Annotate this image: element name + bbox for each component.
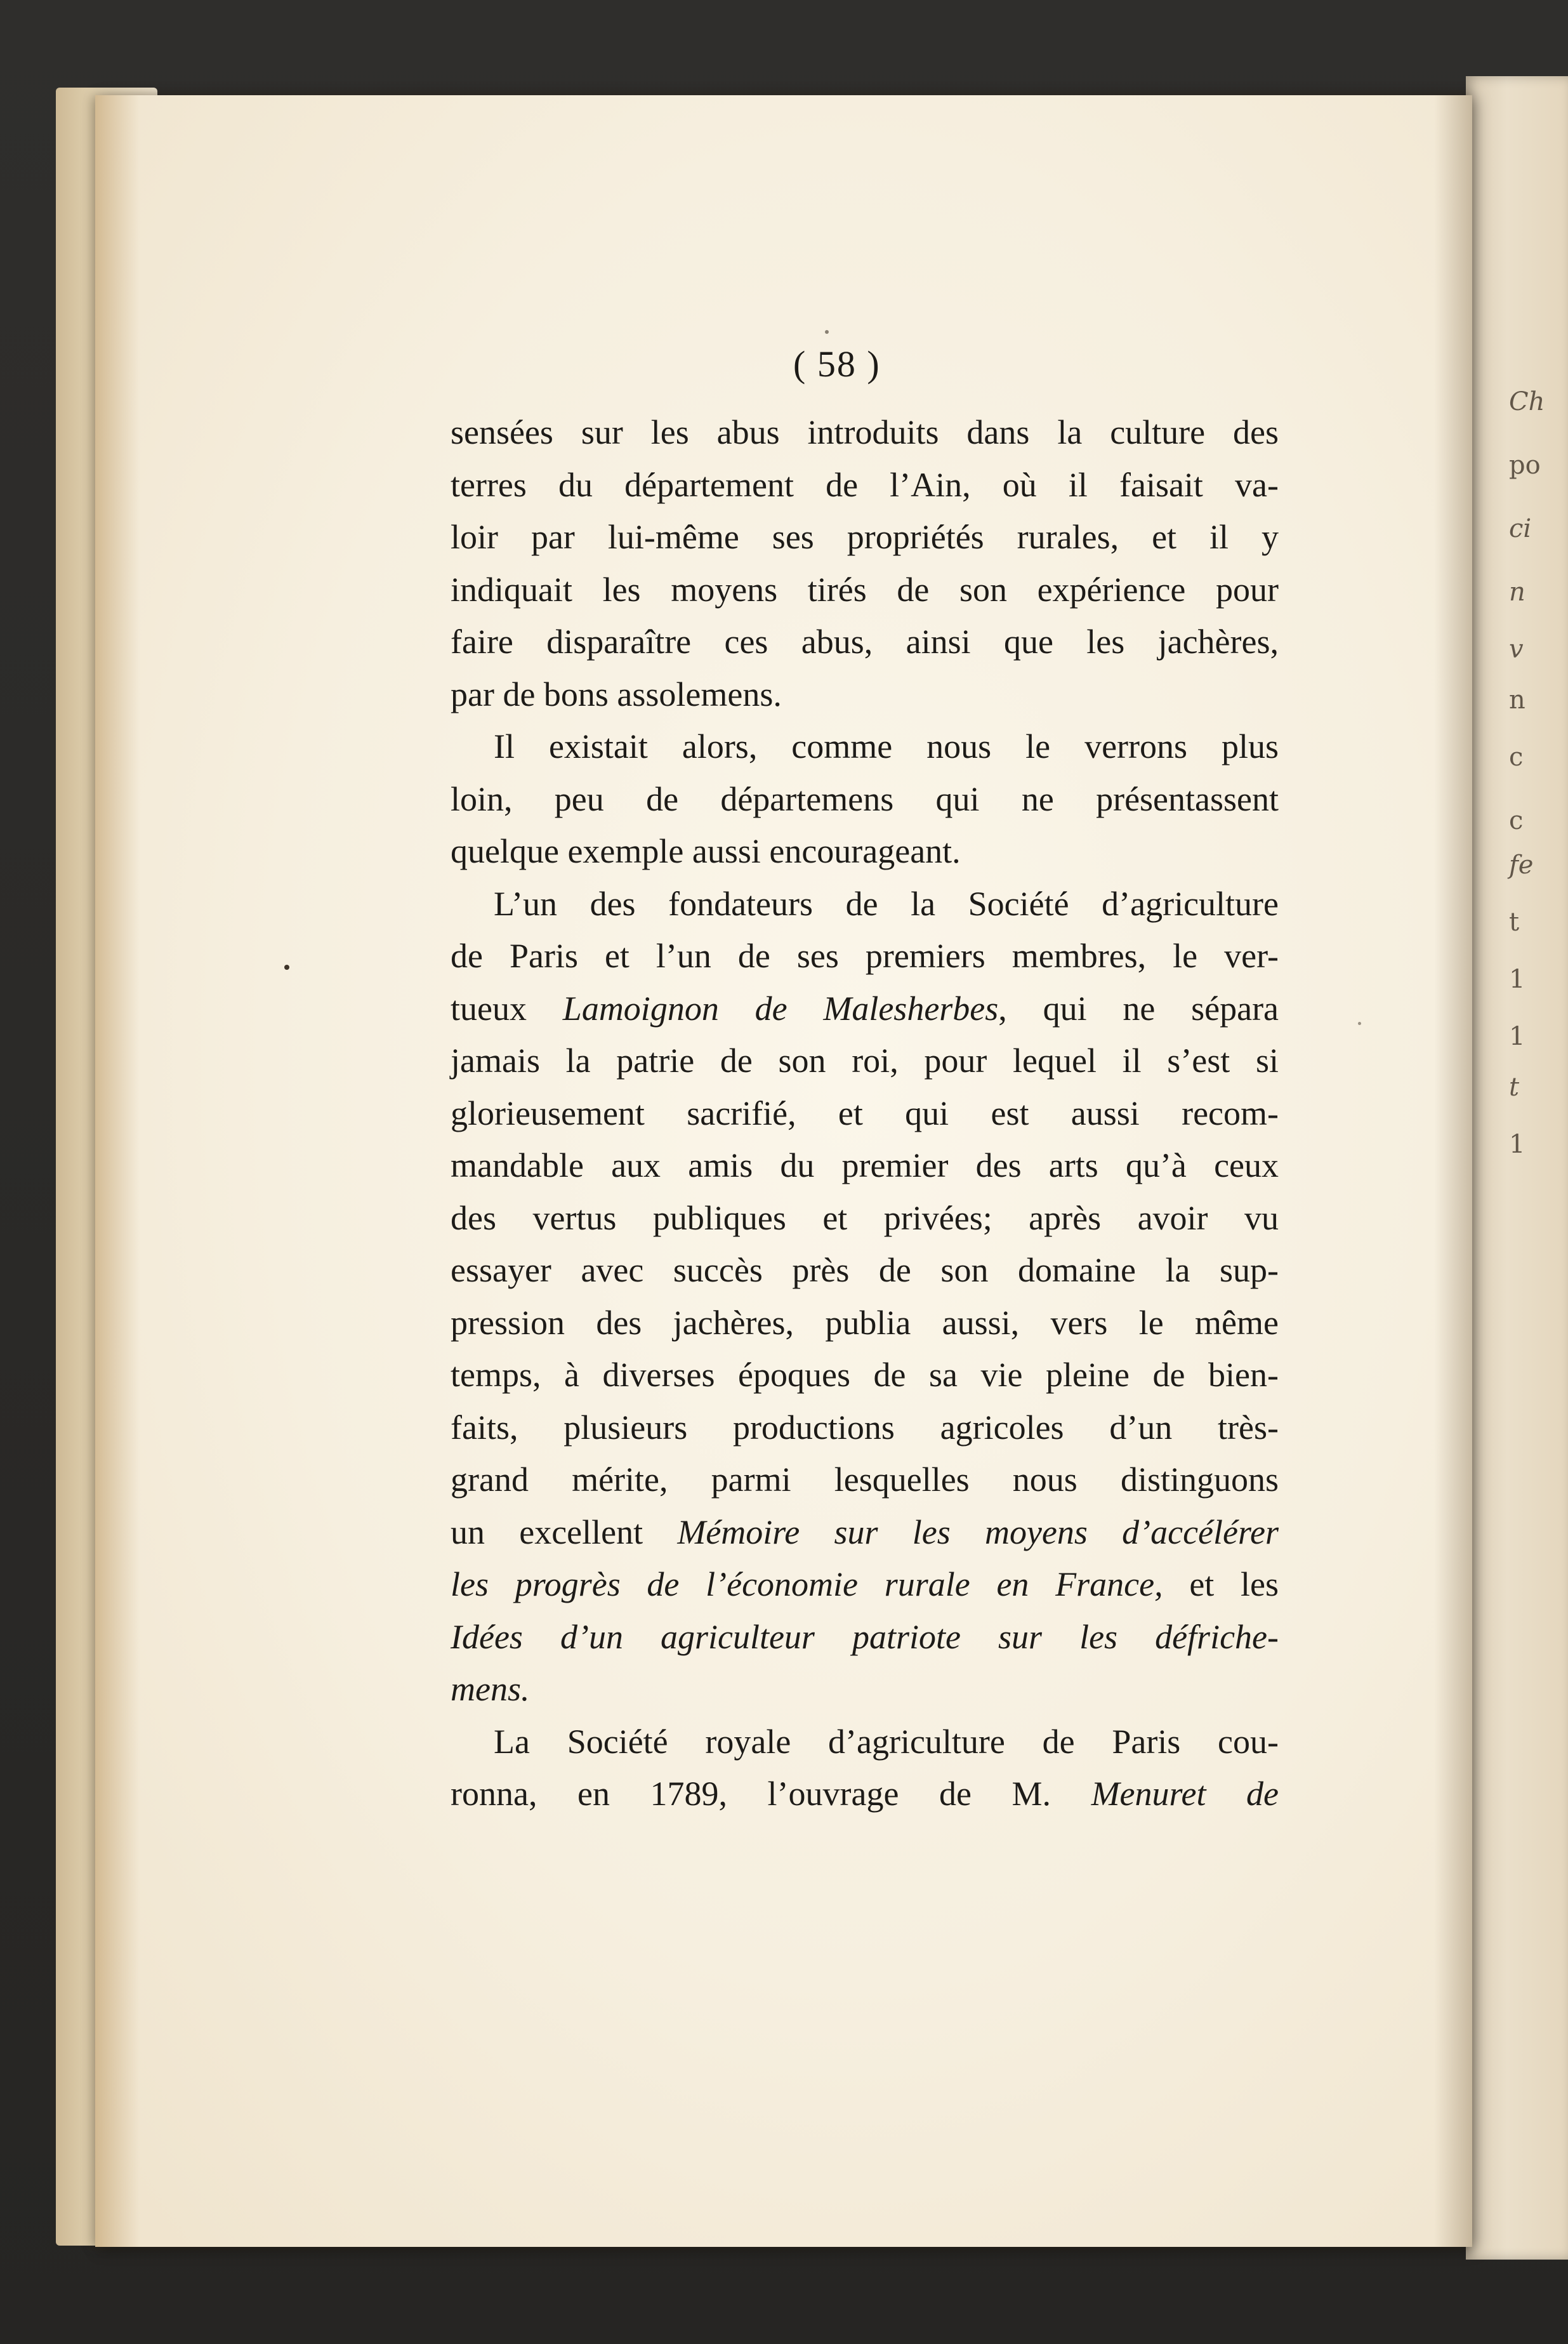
paper-speck [1358, 1022, 1361, 1025]
adjacent-fragment: fe [1509, 851, 1534, 880]
text-line: glorieusement sacrifié, et qui est aussi recom- [451, 1094, 1279, 1132]
text-line: sensées sur les abus introduits dans la culture des [451, 413, 1279, 451]
italic-title: les progrès de l’économie rurale en France, [451, 1565, 1163, 1603]
text-line [451, 1768, 1279, 1820]
page-number: ( 58 ) [793, 343, 881, 385]
adjacent-fragment: Ch [1509, 387, 1545, 416]
body-text [451, 406, 1279, 1820]
adjacent-fragment: 1 [1509, 965, 1525, 994]
text-line: temps, à diverses époques de sa vie pleine de bien- [451, 1356, 1279, 1394]
text-line [451, 1611, 1279, 1664]
adjacent-fragment: c [1509, 806, 1524, 835]
text-line: de Paris et l’un de ses premiers membres, le ver- [451, 937, 1279, 975]
text-run: , qui ne sépara [998, 989, 1279, 1028]
italic-title: Mémoire sur les moyens d’accélérer [677, 1513, 1279, 1551]
adjacent-fragment: n [1509, 685, 1525, 715]
text-run: un excellent [451, 1513, 643, 1551]
text-line: par de bons assolemens. [451, 675, 782, 713]
text-line: grand mérite, parmi lesquelles nous distinguons [451, 1460, 1279, 1499]
text-line: jamais la patrie de son roi, pour lequel il s’est si [451, 1042, 1279, 1080]
text-line: L’un des fondateurs de la Société d’agriculture [494, 884, 1279, 923]
text-line: faits, plusieurs productions agricoles d’un très- [451, 1408, 1279, 1447]
adjacent-fragment: ci [1509, 514, 1532, 543]
text-line: La Société royale d’agriculture de Paris cou- [494, 1722, 1279, 1761]
paper-speck [825, 330, 829, 334]
text-line: mandable aux amis du premier des arts qu’à ceux [451, 1146, 1279, 1184]
text-line: Il existait alors, comme nous le verrons plus [494, 727, 1279, 765]
italic-name: Lamoignon de Malesherbes [562, 989, 999, 1028]
text-line: faire disparaître ces abus, ainsi que les jachères, [451, 623, 1279, 661]
adjacent-fragment: t [1509, 908, 1520, 937]
text-run: et les [1189, 1565, 1279, 1603]
adjacent-page-edge [1466, 76, 1568, 2260]
text-line: pression des jachères, publia aussi, vers le même [451, 1303, 1279, 1342]
text-line: terres du département de l’Ain, où il faisait va- [451, 465, 1279, 504]
text-run: tueux [451, 989, 527, 1028]
adjacent-fragment: t [1509, 1073, 1520, 1102]
text-line [451, 1558, 1279, 1611]
adjacent-fragment: n [1509, 578, 1525, 607]
adjacent-fragment: po [1509, 451, 1541, 480]
adjacent-fragment: 1 [1509, 1130, 1525, 1159]
adjacent-fragment: c [1509, 743, 1524, 772]
adjacent-fragment: v [1509, 635, 1524, 664]
text-line [451, 1663, 1279, 1716]
text-line: loir par lui-même ses propriétés rurales, et il y [451, 518, 1279, 556]
text-line [451, 983, 1279, 1035]
text-line: quelque exemple aussi encourageant. [451, 832, 961, 870]
text-line: essayer avec succès près de son domaine la sup- [451, 1251, 1279, 1289]
text-line [451, 1506, 1279, 1559]
paper-speck [284, 965, 289, 970]
text-line: loin, peu de départemens qui ne présentassent [451, 779, 1279, 818]
text-line: des vertus publiques et privées; après avoir vu [451, 1198, 1279, 1237]
text-line: indiquait les moyens tirés de son expérience pour [451, 570, 1279, 609]
italic-title: mens. [451, 1670, 530, 1708]
text-run: ronna, en 1789, l’ouvrage de M. [451, 1775, 1051, 1813]
italic-name: Menuret de [1091, 1775, 1279, 1813]
italic-title: Idées d’un agriculteur patriote sur les défriche- [451, 1617, 1279, 1656]
adjacent-fragment: 1 [1509, 1022, 1525, 1051]
